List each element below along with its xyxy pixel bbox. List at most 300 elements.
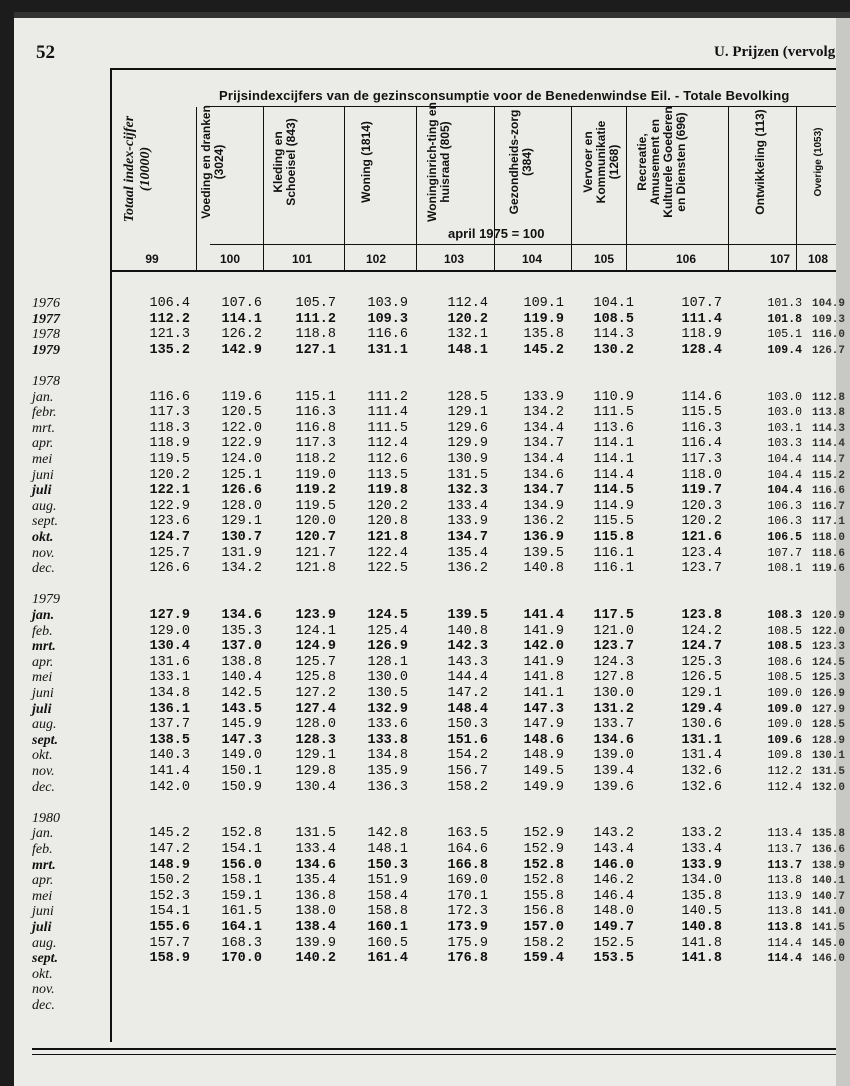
cell-value: 108.3 [767,609,802,622]
cell-value: 140.2 [295,951,336,967]
cell-value: 104.1 [593,296,634,311]
cell-value: 130.2 [593,342,634,358]
cell-value: 135.4 [295,873,336,889]
cell-value: 113.8 [767,874,802,888]
cell-value: 116.1 [593,545,634,561]
cell-value: 131.5 [447,467,488,483]
cell-value: 123.4 [681,545,722,561]
cell-value: 121.7 [295,545,336,561]
cell-value: 125.1 [221,467,262,483]
cell-value: 158.9 [149,951,190,967]
base-period-label: april 1975 = 100 [448,226,545,241]
table-row [14,592,850,608]
cell-value: 133.9 [523,389,564,405]
cell-value: 140.8 [681,920,722,935]
cell-value: 148.1 [447,342,488,358]
cell-value: 132.3 [447,483,488,499]
cell-value: 119.5 [149,452,190,467]
cell-value: 175.9 [447,935,488,951]
cell-value: 115.8 [593,530,634,545]
cell-value: 116.6 [149,389,190,405]
cell-value: 154.2 [447,748,488,764]
table-row [14,436,850,452]
col-sep [494,107,495,270]
cell-value: 116.3 [681,420,722,436]
cell-value: 103.1 [767,421,802,435]
table-row [14,296,850,312]
row-label: okt. [32,748,53,764]
cell-value-cut: 126.7 [812,344,846,357]
cell-value: 124.9 [295,639,336,655]
cell-value: 150.3 [447,717,488,733]
cell-value: 142.5 [221,686,262,701]
base-row-rule [210,244,836,245]
cell-value: 103.0 [767,390,802,404]
cell-value: 134.2 [221,561,262,577]
cell-value: 150.3 [367,857,408,873]
cell-value: 114.1 [593,452,634,467]
cell-value-cut: 128.5 [812,719,846,732]
cell-value: 114.3 [593,327,634,343]
cell-value: 150.1 [221,764,262,779]
table-row [14,795,850,811]
col-number: 102 [365,252,387,266]
cell-value: 150.9 [221,779,262,795]
cell-value: 168.3 [221,935,262,951]
cell-value: 149.9 [523,779,564,795]
cell-value: 122.9 [149,498,190,514]
cell-value: 159.4 [523,951,564,967]
cell-value: 128.4 [681,342,722,358]
cell-value: 116.6 [367,327,408,343]
cell-value: 115.1 [295,389,336,405]
cell-value: 104.4 [767,468,802,482]
cell-value: 130.5 [367,686,408,701]
cell-value: 120.8 [367,514,408,530]
cell-value: 160.5 [367,935,408,951]
cell-value: 120.0 [295,514,336,530]
row-label: jan. [32,389,54,405]
table-row [14,998,850,1014]
cell-value: 107.7 [681,296,722,311]
cell-value: 140.8 [523,561,564,577]
row-label: 1977 [32,311,60,327]
cell-value-cut: 128.9 [812,734,846,747]
cell-value: 172.3 [447,904,488,920]
row-label: juni [32,686,54,701]
table-row [14,639,850,655]
table-row [14,312,850,328]
cell-value-cut: 109.3 [812,313,846,326]
cell-value: 173.9 [447,920,488,935]
cell-value: 113.6 [593,420,634,436]
col-sep [626,107,627,270]
cell-value: 138.5 [149,732,190,748]
cell-value: 111.5 [367,420,408,436]
cell-value: 127.8 [593,670,634,686]
row-label: mrt. [32,420,55,436]
cell-value: 134.6 [593,732,634,748]
scanned-page [14,12,850,1086]
cell-value: 149.7 [593,920,634,935]
cell-value-cut: 116.6 [812,485,846,498]
row-label: juli [32,483,52,499]
cell-value: 164.1 [221,920,262,935]
cell-value-cut: 146.0 [812,953,846,966]
row-label: aug. [32,717,57,733]
cell-value: 110.9 [593,389,634,405]
cell-value: 114.1 [221,311,262,327]
cell-value: 125.8 [295,670,336,686]
cell-value: 109.0 [767,718,802,732]
table-row [14,327,850,343]
col-number: 108 [808,252,829,266]
cell-value: 119.2 [295,483,336,499]
cell-value: 158.2 [523,935,564,951]
cell-value: 139.5 [447,608,488,623]
cell-value: 109.6 [767,733,802,747]
cell-value: 111.5 [593,405,634,421]
table-row [14,374,850,390]
table-row [14,842,850,858]
cell-value: 112.4 [447,296,488,311]
cell-value: 135.3 [221,623,262,639]
cell-value: 113.8 [767,921,802,934]
cell-value: 126.6 [149,561,190,577]
cell-value: 127.2 [295,686,336,701]
cell-value: 156.8 [523,904,564,920]
cell-value: 108.5 [767,624,802,638]
cell-value: 117.3 [149,405,190,421]
cell-value: 121.0 [593,623,634,639]
cell-value: 138.8 [221,654,262,670]
table-row [14,764,850,780]
col-header-voeding: Voeding en dranken (3024) [199,105,226,219]
cell-value-cut: 112.8 [812,391,846,404]
cell-value: 140.4 [221,670,262,686]
cell-value: 159.1 [221,888,262,904]
col-header-overige: Overige (1053) [813,127,824,197]
cell-value: 133.7 [593,717,634,733]
cell-value: 113.7 [767,858,802,872]
cell-value: 129.1 [295,748,336,764]
cell-value: 142.0 [149,779,190,795]
cell-value: 125.7 [149,545,190,561]
cell-value: 152.3 [149,888,190,904]
cell-value: 120.2 [681,514,722,530]
cell-value: 128.5 [447,389,488,405]
cell-value: 101.3 [767,297,802,310]
col-number: 104 [521,252,543,266]
cell-value: 163.5 [447,826,488,842]
cell-value: 128.1 [367,654,408,670]
cell-value: 113.7 [767,843,802,856]
row-label: juli [32,920,52,935]
row-label: juni [32,904,54,920]
cell-value: 118.0 [681,467,722,483]
cell-value-cut: 120.9 [812,610,846,622]
table-row [14,670,850,686]
cell-value: 109.8 [767,749,802,763]
cell-value: 129.4 [681,701,722,717]
row-label: apr. [32,873,54,889]
cell-value: 141.4 [523,608,564,623]
cell-value: 117.5 [593,608,634,623]
cell-value: 143.4 [593,842,634,857]
cell-value: 118.9 [149,436,190,452]
cell-value: 139.5 [523,545,564,561]
cell-value: 126.5 [681,670,722,686]
cell-value-cut: 135.8 [812,828,846,841]
cell-value: 134.4 [523,420,564,436]
table-row [14,390,850,406]
cell-value: 111.4 [681,311,722,327]
cell-value: 134.0 [681,873,722,889]
cell-value: 135.2 [149,342,190,358]
cell-value: 111.2 [367,389,408,405]
cell-value: 141.4 [149,764,190,779]
cell-value: 104.4 [767,484,802,498]
cell-value: 123.8 [681,608,722,623]
row-label: nov. [32,982,55,998]
cell-value: 101.8 [767,312,802,326]
cell-value: 152.8 [221,826,262,842]
cell-value: 119.5 [295,498,336,514]
cell-value: 147.2 [149,842,190,857]
table-row [14,561,850,577]
col-number: 100 [219,252,241,266]
cell-value: 158.8 [367,904,408,920]
col-number: 103 [443,252,465,266]
cell-value: 108.6 [767,655,802,669]
cell-value-cut: 118.0 [812,532,846,544]
cell-value: 146.4 [593,888,634,904]
cell-value: 149.0 [221,748,262,764]
cell-value: 109.1 [523,296,564,311]
cell-value-cut: 114.3 [812,422,846,435]
cell-value-cut: 123.3 [812,641,846,654]
cell-value: 143.2 [593,826,634,842]
cell-value: 137.7 [149,717,190,733]
cell-value-cut: 145.0 [812,937,846,950]
cell-value: 150.2 [149,873,190,889]
cell-value: 124.3 [593,654,634,670]
cell-value: 131.5 [295,826,336,842]
cell-value: 121.3 [149,327,190,343]
cell-value: 154.1 [221,842,262,857]
cell-value: 161.5 [221,904,262,920]
cell-value: 127.9 [149,608,190,623]
row-label: 1979 [32,592,60,608]
col-number: 106 [675,252,697,266]
row-label: 1976 [32,296,60,311]
col-number-total: 99 [145,252,159,266]
cell-value: 116.3 [295,405,336,421]
cell-value: 114.9 [593,498,634,514]
cell-value: 139.0 [593,748,634,764]
cell-value: 147.9 [523,717,564,733]
cell-value: 116.1 [593,561,634,577]
cell-value: 131.4 [681,748,722,764]
cell-value: 161.4 [367,951,408,967]
cell-value: 151.6 [447,732,488,748]
cell-value: 111.2 [295,311,336,327]
cell-value: 133.4 [447,498,488,514]
cell-value: 113.4 [767,827,802,841]
cell-value-cut: 118.6 [812,547,846,560]
table-row [14,530,850,546]
cell-value-cut: 130.1 [812,750,846,763]
cell-value: 113.8 [767,905,802,919]
cell-value: 143.3 [447,654,488,670]
cell-value: 169.0 [447,873,488,889]
cell-value: 140.5 [681,904,722,920]
col-sep [571,107,572,270]
cell-value: 139.6 [593,779,634,795]
cell-value: 152.8 [523,873,564,889]
cell-value: 137.0 [221,639,262,655]
table-row [14,826,850,842]
col-header-vervoer: Vervoer en Kommunikatie (1268) [581,120,621,204]
cell-value-cut: 119.6 [812,563,846,576]
cell-value: 112.2 [149,311,190,327]
row-label: aug. [32,498,57,514]
cell-value: 119.0 [295,467,336,483]
table-row [14,514,850,530]
cell-value: 142.0 [523,639,564,655]
table-row [14,811,850,827]
cell-value: 146.2 [593,873,634,889]
cell-value: 126.6 [221,483,262,499]
cell-value: 148.4 [447,701,488,717]
cell-value-cut: 122.0 [812,625,846,638]
cell-value: 108.5 [767,671,802,685]
col-header-ontwikkeling: Ontwikkeling (113) [753,109,767,215]
cell-value: 145.2 [523,342,564,358]
cell-value: 106.3 [767,499,802,513]
cell-value: 158.2 [447,779,488,795]
cell-value: 111.4 [367,405,408,421]
cell-value-cut: 124.5 [812,656,846,669]
row-label: mei [32,670,53,686]
cell-value: 148.9 [523,748,564,764]
table-row [14,468,850,484]
cell-value: 122.9 [221,436,262,452]
cell-value: 120.2 [367,498,408,514]
row-label: jan. [32,826,54,842]
cell-value: 105.7 [295,296,336,311]
col-header-woninginrichting: Woninginrich-ting en huisraad (805) [425,102,452,222]
cell-value: 123.6 [149,514,190,530]
cell-value: 131.9 [221,545,262,561]
row-label: juli [32,701,52,717]
cell-value: 125.3 [681,654,722,670]
cell-value-cut: 114.4 [812,438,846,451]
row-label: 1978 [32,327,60,343]
row-label: jan. [32,608,55,623]
cell-value: 115.5 [681,405,722,421]
cell-value: 134.2 [523,405,564,421]
table-row [14,686,850,702]
cell-value: 130.0 [367,670,408,686]
row-label: apr. [32,436,54,452]
cell-value: 151.9 [367,873,408,889]
cell-value: 107.7 [767,546,802,560]
cell-value: 136.2 [523,514,564,530]
cell-value: 133.1 [149,670,190,686]
cell-value: 112.4 [367,436,408,452]
row-label: feb. [32,842,53,857]
cell-value-cut: 115.2 [812,469,846,482]
table-top-rule [110,68,836,70]
cell-value: 117.3 [681,452,722,467]
table-row [14,358,850,374]
table-row [14,733,850,749]
cell-value: 142.9 [221,342,262,358]
cell-value: 125.4 [367,623,408,639]
cell-value: 148.1 [367,842,408,857]
cell-value: 130.4 [149,639,190,655]
cell-value: 109.0 [767,702,802,716]
cell-value: 120.3 [681,498,722,514]
cell-value: 106.3 [767,515,802,529]
cell-value: 144.4 [447,670,488,686]
cell-value: 129.9 [447,436,488,452]
cell-value: 105.1 [767,328,802,342]
cell-value: 113.5 [367,467,408,483]
cell-value: 123.9 [295,608,336,623]
cell-value: 160.1 [367,920,408,935]
table-row [14,873,850,889]
cell-value-cut: 141.0 [812,906,846,919]
table-row [14,889,850,905]
cell-value: 123.7 [593,639,634,655]
cell-value: 119.9 [523,311,564,327]
row-label: sept. [32,951,59,967]
cell-value: 118.9 [681,327,722,343]
cell-value-cut: 116.0 [812,329,846,342]
row-label: 1980 [32,810,60,826]
cell-value: 119.6 [221,389,262,405]
cell-value: 131.1 [681,732,722,748]
col-header-recreatie: Recreatie, Amusement en Kulturele Goederen en Diensten (696) [635,106,688,218]
cell-value: 155.6 [149,920,190,935]
cell-value: 133.4 [295,842,336,857]
cell-value: 129.1 [221,514,262,530]
cell-value: 118.2 [295,452,336,467]
cell-value-cut: 114.7 [812,454,846,466]
cell-value: 133.9 [447,514,488,530]
table-row [14,702,850,718]
col-number: 105 [593,252,615,266]
cell-value: 122.0 [221,420,262,436]
cell-value-cut: 125.3 [812,672,846,685]
cell-value: 126.9 [367,639,408,655]
cell-value: 129.1 [681,686,722,701]
table-row [14,858,850,874]
cell-value: 121.6 [681,530,722,545]
cell-value: 128.0 [295,717,336,733]
cell-value: 112.2 [767,765,802,778]
cell-value-cut: 127.9 [812,703,846,716]
cell-value: 127.1 [295,342,336,358]
row-label: sept. [32,732,59,748]
cell-value: 164.6 [447,842,488,857]
cell-value: 147.3 [523,701,564,717]
cell-value: 134.6 [523,467,564,483]
cell-value: 140.8 [447,623,488,639]
cell-value: 113.9 [767,889,802,903]
